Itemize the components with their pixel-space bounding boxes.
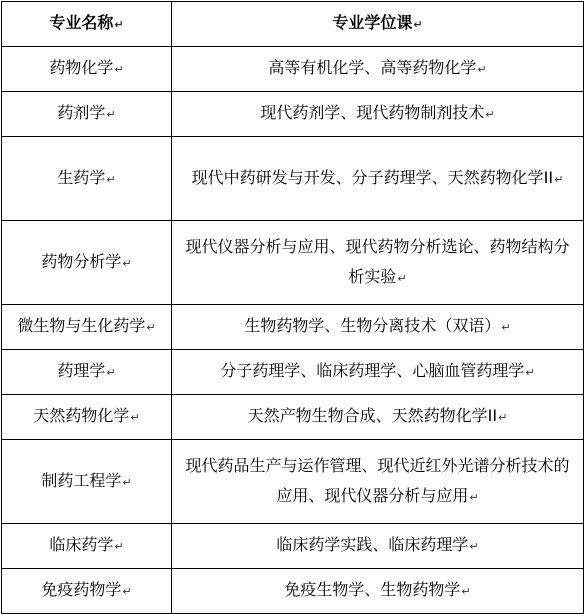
table-row: [2, 569, 584, 614]
major-cell: [2, 137, 172, 221]
course-list: 现代仪器分析与应用、现代药物分析选论、药物结构分析实验: [185, 236, 570, 286]
paragraph-mark-icon: ↵: [461, 585, 471, 598]
paragraph-mark-icon: ↵: [525, 366, 535, 379]
major-name: 药剂学: [57, 103, 106, 122]
major-cell: [2, 92, 172, 137]
paragraph-mark-icon: ↵: [501, 321, 511, 334]
major-cell: [2, 350, 172, 395]
courses-cell: [172, 350, 584, 395]
major-name: 免疫药物学: [41, 580, 122, 599]
major-name: 临床药学: [49, 535, 114, 554]
course-list: 临床药学实践、临床药理学: [276, 535, 469, 554]
paragraph-mark-icon: ↵: [122, 256, 132, 270]
paragraph-mark-icon: ↵: [485, 108, 495, 121]
major-cell: [2, 395, 172, 440]
major-courses-table: [1, 1, 584, 614]
table-row: [2, 47, 584, 92]
paragraph-mark-icon: ↵: [114, 540, 124, 553]
major-cell: [2, 47, 172, 92]
paragraph-mark-icon: ↵: [114, 18, 124, 31]
paragraph-mark-icon: ↵: [106, 108, 116, 121]
paragraph-mark-icon: ↵: [146, 321, 156, 334]
header-courses: [172, 2, 584, 47]
course-list: 天然产物生物合成、天然药物化学II: [247, 406, 498, 425]
course-list: 免疫生物学、生物药物学: [284, 580, 461, 599]
course-list: 高等有机化学、高等药物化学: [268, 58, 477, 77]
paragraph-mark-icon: ↵: [397, 271, 407, 285]
major-cell: [2, 569, 172, 614]
table-row: [2, 305, 584, 350]
table-row: [2, 92, 584, 137]
major-cell: [2, 305, 172, 350]
courses-cell: [172, 47, 584, 92]
course-list: 分子药理学、临床药理学、心脑血管药理学: [220, 361, 525, 380]
paragraph-mark-icon: ↵: [413, 18, 423, 31]
major-cell: [2, 524, 172, 569]
courses-cell: [172, 305, 584, 350]
courses-cell: [172, 440, 584, 524]
major-name: 微生物与生化药学: [17, 316, 146, 335]
major-name: 药理学: [57, 361, 106, 380]
table-row: [2, 137, 584, 221]
major-name: 生药学: [57, 167, 106, 187]
major-cell: [2, 440, 172, 524]
course-list: 现代药品生产与运作管理、现代近红外光谱分析技术的应用、现代仪器分析与应用: [185, 455, 570, 505]
paragraph-mark-icon: ↵: [469, 540, 479, 553]
major-name: 天然药物化学: [33, 406, 130, 425]
paragraph-mark-icon: ↵: [122, 585, 132, 598]
table-row: [2, 350, 584, 395]
paragraph-mark-icon: ↵: [106, 366, 116, 379]
paragraph-mark-icon: ↵: [469, 490, 479, 504]
header-major-text: 专业名称: [49, 13, 114, 32]
courses-cell: [172, 92, 584, 137]
header-courses-text: 专业学位课: [332, 13, 413, 32]
courses-cell: [172, 137, 584, 221]
paragraph-mark-icon: ↵: [122, 475, 132, 489]
courses-cell: [172, 395, 584, 440]
paragraph-mark-icon: ↵: [477, 63, 487, 76]
table-row: [2, 221, 584, 305]
courses-cell: [172, 221, 584, 305]
header-major: [2, 2, 172, 47]
major-cell: [2, 221, 172, 305]
major-name: 药物化学: [49, 58, 114, 77]
major-name: 药物分析学: [41, 251, 122, 271]
table-row: [2, 395, 584, 440]
major-name: 制药工程学: [41, 470, 122, 490]
course-list: 生物药物学、生物分离技术（双语）: [244, 316, 501, 335]
paragraph-mark-icon: ↵: [130, 411, 140, 424]
table-row: [2, 440, 584, 524]
paragraph-mark-icon: ↵: [554, 172, 564, 186]
table-row: [2, 524, 584, 569]
course-list: 现代中药研发与开发、分子药理学、天然药物化学II: [191, 167, 554, 187]
courses-cell: [172, 524, 584, 569]
paragraph-mark-icon: ↵: [498, 411, 508, 424]
paragraph-mark-icon: ↵: [114, 63, 124, 76]
courses-cell: [172, 569, 584, 614]
course-list: 现代药剂学、现代药物制剂技术: [260, 103, 485, 122]
paragraph-mark-icon: ↵: [106, 172, 116, 186]
table-header-row: [2, 2, 584, 47]
